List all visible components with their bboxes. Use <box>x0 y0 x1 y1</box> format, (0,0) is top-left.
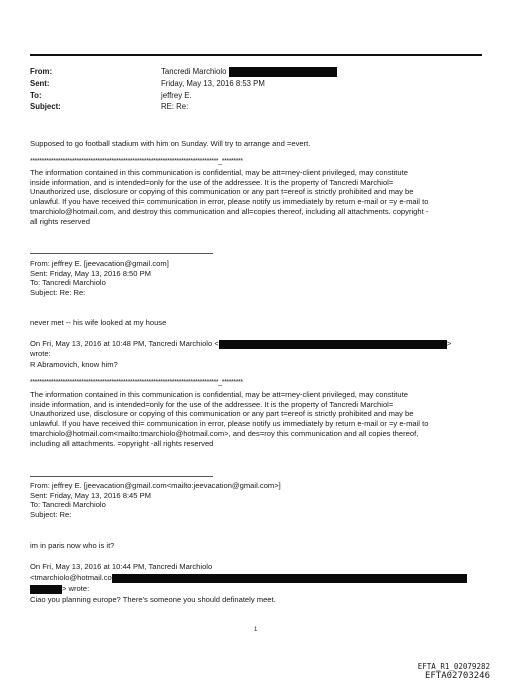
quoted-to: To: Tancredi Marchiolo <box>30 278 106 288</box>
quoted-body: never met -- his wife looked at my house <box>30 318 167 327</box>
disclaimer-stars: *********************************************************************************_********* <box>30 158 243 165</box>
bates-reference-2: EFTA02703246 <box>424 671 490 681</box>
quoted-header <box>30 481 485 520</box>
quoted-on-line: On Fri, May 13, 2016 at 10:44 PM, Tancredi Marchiolo <box>30 562 213 571</box>
quoted-subject: Subject: Re: Re: <box>30 288 86 298</box>
quoted-body: im in paris now who is it? <box>30 541 115 550</box>
redaction-bar <box>219 340 447 349</box>
quoted-from: From: jeffrey E. [jeevacation@gmail.com<mailto:jeevacation@gmail.com>] <box>30 481 281 490</box>
quoted-sent: Sent: Friday, May 13, 2016 8:50 PM <box>30 268 151 278</box>
on-line-text: On Fri, May 13, 2016 at 10:48 PM, Tancredi Marchiolo < <box>30 339 219 348</box>
message-body: Supposed to go football stadium with him on Sunday. Will try to arrange and =evert. <box>30 139 311 148</box>
disclaimer-line: unlawful. If you have received thi= communication in error, please notify us immediately by return e-mail or =y e-mail to <box>30 419 429 429</box>
disclaimer-line: The information contained in this communication is confidential, may be att=rney-client privileged, may constitute <box>30 390 408 399</box>
disclaimer-line: all rights reserved <box>30 216 90 226</box>
disclaimer-line: Unauthorized use, disclosure or copying of this communication or any part t=ereof is strictly prohibited and may be <box>30 187 414 197</box>
quote-separator <box>30 476 213 477</box>
from-label: From: <box>30 67 53 76</box>
quoted-header <box>30 259 485 298</box>
disclaimer-text <box>30 390 485 448</box>
disclaimer-line: tmarchiolo@hotmail.com<mailto:tmarchiolo@hotmail.com>, and des=roy this communication and all copies thereof, <box>30 428 419 438</box>
disclaimer-line: inside information, and is intended=only for the use of the addressee. It is the property of Tancredi Marchiol= <box>30 177 394 187</box>
quoted-subject: Subject: Re: <box>30 510 72 520</box>
quoted-reply: Ciao you planning europe? There's someone you should definately meet. <box>30 595 276 604</box>
page-number: 1 <box>254 627 258 633</box>
quoted-reply: R Abramovich, know him? <box>30 360 118 369</box>
disclaimer-line: Unauthorized use, disclosure or copying of this communication or any part t=ereof is strictly prohibited and may be <box>30 409 414 419</box>
quoted-sent: Sent: Friday, May 13, 2016 8:45 PM <box>30 490 151 500</box>
quoted-to: To: Tancredi Marchiolo <box>30 500 106 510</box>
quoted-email-line <box>30 573 485 583</box>
quoted-wrote: > wrote: <box>62 584 90 593</box>
disclaimer-line: including all attachments. =opyright -all rights reserved <box>30 438 214 448</box>
redaction-bar <box>112 574 467 583</box>
disclaimer-line: inside information, and is intended=only for the use of the addressee. It is the property of Tancredi Marchiol= <box>30 399 394 409</box>
to-label: To: <box>30 91 42 100</box>
quoted-wrote: wrote: <box>30 349 51 358</box>
bates-reference-1: EFTA_R1_02079282 <box>417 662 490 671</box>
quoted-on-line <box>30 339 485 349</box>
quoted-from: From: jeffrey E. [jeevacation@gmail.com] <box>30 259 169 268</box>
subject-value: RE: Re: <box>161 102 189 111</box>
disclaimer-stars: *********************************************************************************_********* <box>30 379 243 386</box>
disclaimer-text <box>30 168 485 226</box>
sent-value: Friday, May 13, 2016 8:53 PM <box>161 79 265 88</box>
from-name: Tancredi Marchiolo <box>161 67 227 77</box>
quoted-wrote-line <box>30 584 485 594</box>
redaction-bar <box>229 67 337 77</box>
from-value <box>161 67 337 77</box>
quote-separator <box>30 253 213 254</box>
redaction-bar <box>30 585 62 594</box>
on-line-end: > <box>446 339 452 348</box>
disclaimer-line: tmarchiolo@hotmail.com, and destroy this communication and all=copies thereof, including all attachments. copyright - <box>30 206 429 216</box>
disclaimer-line: The information contained in this communication is confidential, may be att=rney-client privileged, may constitute <box>30 168 408 177</box>
to-value: jeffrey E. <box>161 91 192 100</box>
sent-label: Sent: <box>30 79 50 88</box>
email-start: <tmarchiolo@hotmail.co <box>30 573 112 582</box>
disclaimer-line: unlawful. If you have received thi= communication in error, please notify us immediately by return e-mail or =y e-mail to <box>30 197 429 207</box>
subject-label: Subject: <box>30 102 61 111</box>
header-rule <box>30 54 482 56</box>
